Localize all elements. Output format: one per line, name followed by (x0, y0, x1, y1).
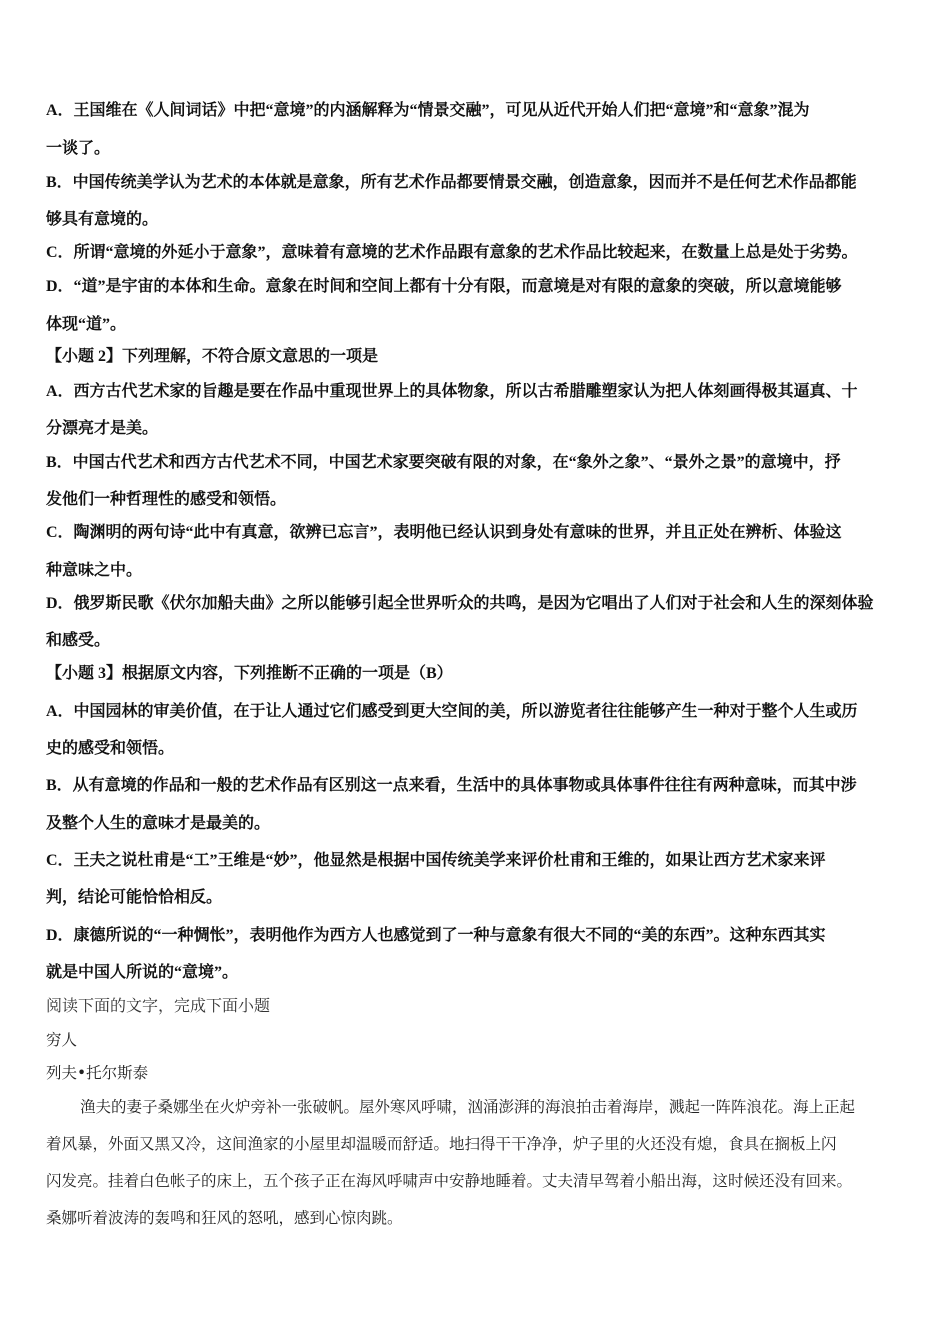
q2-option-d-line2: 和感受。 (46, 632, 111, 649)
paragraph-line-4: 桑娜听着波涛的轰鸣和狂风的怒吼，感到心惊肉跳。 (46, 1209, 403, 1227)
q1-option-b-line1: B．中国传统美学认为艺术的本体就是意象，所有艺术作品都要情景交融，创造意象，因而并不是任何艺术作品都能 (46, 174, 857, 191)
q3-option-b-line1: B．从有意境的作品和一般的艺术作品有区别这一点来看，生活中的具体事物或具体事件往往有两种意味，而其中涉 (46, 777, 857, 794)
reading-title: 穷人 (46, 1031, 78, 1049)
q2-option-c-line2: 种意味之中。 (46, 562, 143, 579)
q3-option-d-line1: D．康德所说的“一种惆怅”，表明他作为西方人也感觉到了一种与意象有很大不同的“美的东西”。这种东西其实 (46, 927, 826, 944)
q1-option-d-line1: D．“道”是宇宙的本体和生命。意象在时间和空间上都有十分有限，而意境是对有限的意象的突破，所以意境能够 (46, 278, 842, 295)
q3-option-d-line2: 就是中国人所说的“意境”。 (46, 964, 239, 981)
q2-option-b-line1: B．中国古代艺术和西方古代艺术不同，中国艺术家要突破有限的对象，在“象外之象”、“景外之景”的意境中，抒 (46, 454, 841, 471)
q2-option-d-line1: D．俄罗斯民歌《伏尔加船夫曲》之所以能够引起全世界听众的共鸣，是因为它唱出了人们对于社会和人生的深刻体验 (46, 595, 874, 612)
q3-option-a-line1: A．中国园林的审美价值，在于让人通过它们感受到更大空间的美，所以游览者往往能够产生一种对于整个人生或历 (46, 703, 858, 720)
q3-option-c-line2: 判，结论可能恰恰相反。 (46, 889, 223, 906)
q2-title: 【小题 2】下列理解，不符合原文意思的一项是 (46, 348, 379, 365)
reading-instruction: 阅读下面的文字，完成下面小题 (46, 998, 271, 1015)
q1-option-d-line2: 体现“道”。 (46, 316, 127, 333)
q3-option-b-line2: 及整个人生的意味才是最美的。 (46, 815, 271, 832)
q1-option-c-line1: C．所谓“意境的外延小于意象”，意味着有意境的艺术作品跟有意象的艺术作品比较起来，在数量上总是处于劣势。 (46, 244, 858, 261)
q2-option-a-line1: A．西方古代艺术家的旨趣是要在作品中重现世界上的具体物象，所以古希腊雕塑家认为把人体刻画得极其逼真、十 (46, 383, 858, 400)
paragraph-line-3: 闪发亮。挂着白色帐子的床上，五个孩子正在海风呼啸声中安静地睡着。丈夫清早驾着小船出海，这时候还没有回来。 (46, 1172, 853, 1190)
q3-title: 【小题 3】根据原文内容，下列推断不正确的一项是（B） (46, 665, 453, 682)
q2-option-c-line1: C．陶渊明的两句诗“此中有真意，欲辨已忘言”，表明他已经认识到身处有意味的世界，并且正处在辨析、体验这 (46, 524, 842, 541)
q2-option-b-line2: 发他们一种哲理性的感受和领悟。 (46, 491, 287, 508)
q3-option-a-line2: 史的感受和领悟。 (46, 740, 175, 757)
q1-option-b-line2: 够具有意境的。 (46, 211, 159, 228)
q1-option-a-line2: 一谈了。 (46, 140, 111, 157)
reading-author: 列夫•托尔斯泰 (46, 1064, 149, 1082)
paragraph-line-2: 着风暴，外面又黑又冷，这间渔家的小屋里却温暖而舒适。地扫得干干净净，炉子里的火还没有熄，食具在搁板上闪 (46, 1135, 837, 1153)
q2-option-a-line2: 分漂亮才是美。 (46, 420, 159, 437)
q1-option-a-line1: A．王国维在《人间词话》中把“意境”的内涵解释为“情景交融”，可见从近代开始人们把“意境”和“意象”混为 (46, 102, 810, 119)
paragraph-line-1: 渔夫的妻子桑娜坐在火炉旁补一张破帆。屋外寒风呼啸，汹涌澎湃的海浪拍击着海岸，溅起一阵阵浪花。海上正起 (80, 1098, 856, 1116)
q3-option-c-line1: C．王夫之说杜甫是“工”王维是“妙”，他显然是根据中国传统美学来评价杜甫和王维的，如果让西方艺术家来评 (46, 852, 826, 869)
